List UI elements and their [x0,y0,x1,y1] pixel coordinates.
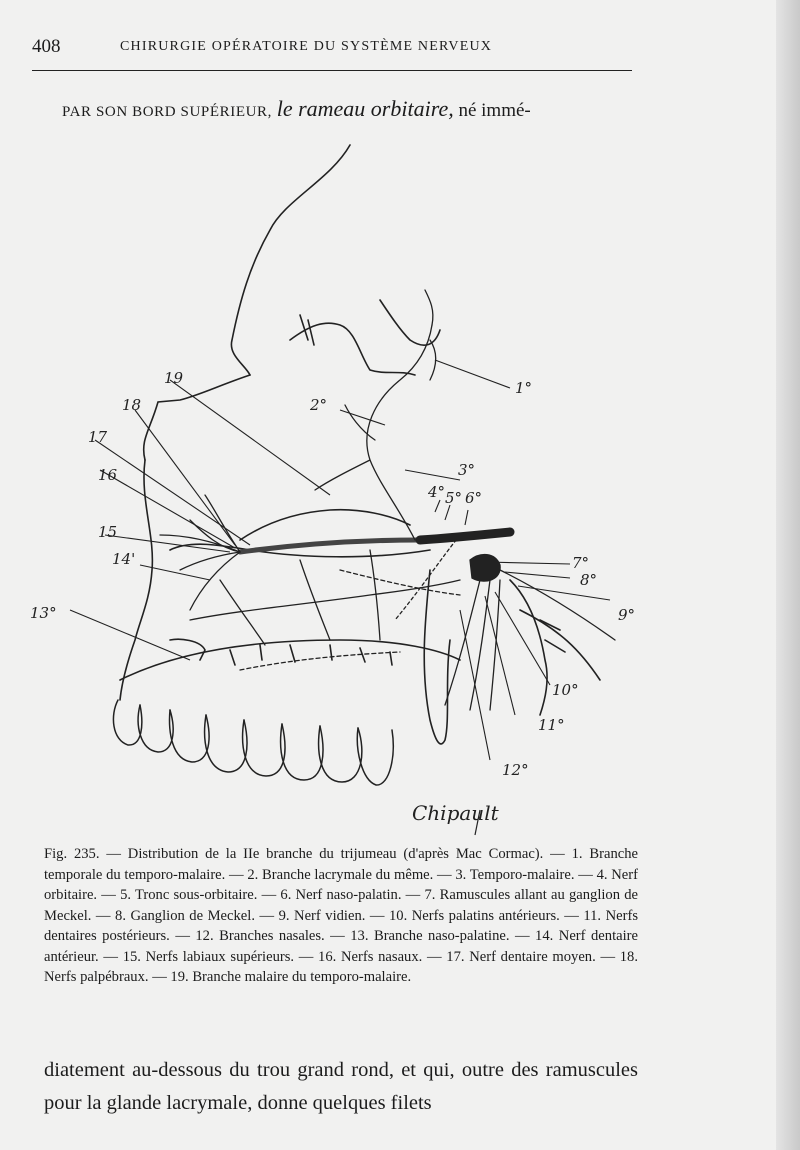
fig-label-8: 8° [580,571,598,589]
fig-label-4: 4° [428,483,446,501]
fig-label-12: 12° [502,761,529,779]
orbit-outline [144,375,250,460]
maxillary-trunk [420,532,510,540]
fig-label-17: 17 [88,428,108,446]
header-rule [32,70,632,71]
fig-label-10: 10° [552,681,579,699]
lead-paragraph [62,96,531,122]
fig-label-7: 7° [572,554,590,572]
figure-caption [44,844,638,988]
figure-drawing [30,140,640,840]
fig-label-18: 18 [122,396,142,414]
anatomical-figure [30,140,640,840]
page-number: 408 [32,36,61,57]
fig-label-1: 1° [515,379,533,397]
fig-label-9: 9° [618,606,636,624]
fig-label-16: 16 [98,466,118,484]
fig-label-3: 3° [458,461,476,479]
fig-label-2: 2° [310,396,328,414]
upper-teeth [113,700,393,785]
lead-italic: le rameau orbitaire, [276,96,454,121]
page-edge [776,0,800,1150]
fig-label-11: 11° [538,716,565,734]
fig-label-14: 14' [112,550,136,568]
lead-tail: né immé- [458,100,531,121]
body-text: diatement au-dessous du trou grand rond, et qui, outre des ramuscules pour la glande lacrymale, donne quelques filets [44,1059,638,1114]
body-paragraph [44,1054,638,1120]
fig-label-5: 5° [445,489,463,507]
face-profile-line [231,145,350,375]
fig-label-19: 19 [164,369,184,387]
pterygoid-process [424,570,450,744]
page-header [32,36,632,58]
running-head: CHIRURGIE OPÉRATOIRE DU SYSTÈME NERVEUX [120,39,493,54]
meckel-ganglion [470,555,500,582]
infraorbital-nerve [240,540,420,552]
caption-text: Fig. 235. — Distribution de la IIe branche du trijumeau (d'après Mac Cormac). — 1. Branche temporale du temporo-malaire. — 2. Branche lacrymale du même. — 3. Temporo-malaire. — 4. Nerf orbitaire. — 5. Tronc sous-orbitaire. — 6. Nerf naso-palatin. — 7. Ramuscules allant au ganglion de Meckel. — 8. Ganglion de Meckel. — 9. Nerf vidien. — 10. Nerfs palatins antérieurs. — 11. Nerfs dentaires postérieurs. — 12. Branches nasales. — 13. Branche naso-palatine. — 14. Nerf dentaire antérieur. — 15. Nerfs labiaux supérieurs. — 16. Nerfs nasaux. — 17. Nerf dentaire moyen. — 18. Nerfs palpébraux. — 19. Branche malaire du temporo-malaire. [44,846,638,985]
artist-signature: Chipault [412,801,499,825]
lead-smallcaps: PAR SON BORD SUPÉRIEUR, [62,104,272,120]
fig-label-15: 15 [98,523,118,541]
maxilla-outline [120,460,152,700]
fig-label-13: 13° [30,604,57,622]
fig-label-6: 6° [465,489,483,507]
